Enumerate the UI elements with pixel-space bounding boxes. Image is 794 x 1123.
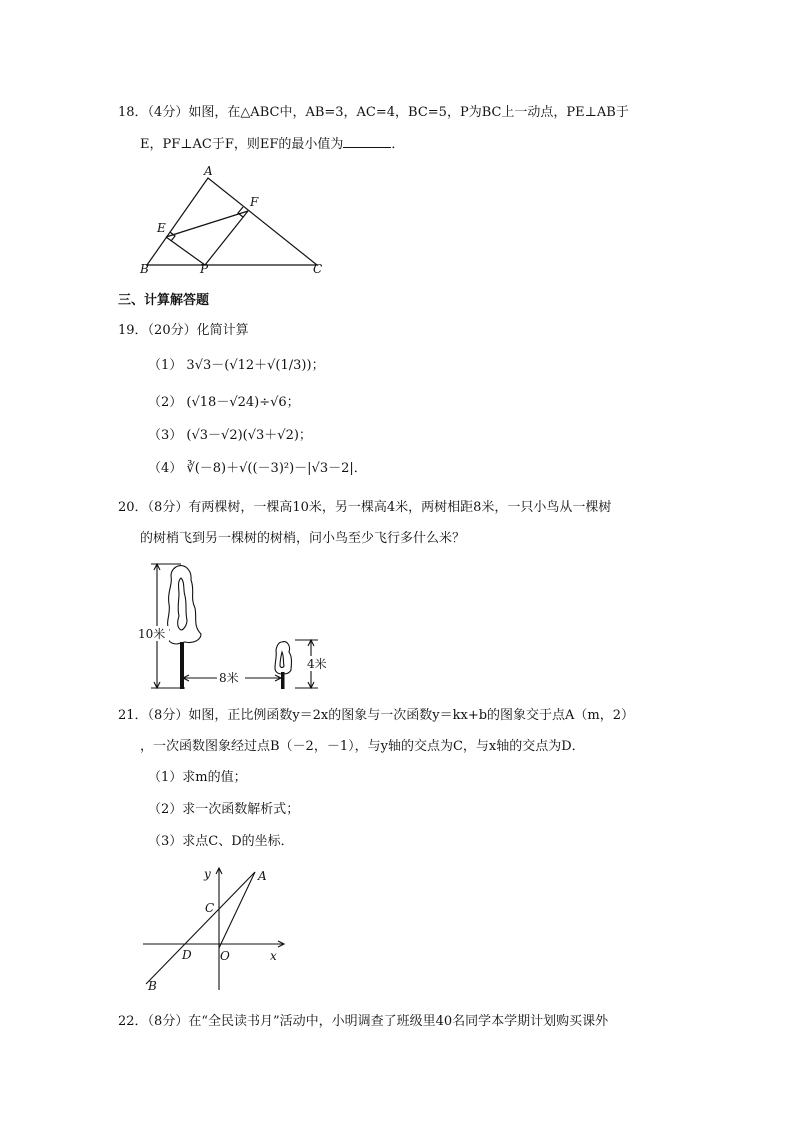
segment-pe (166, 237, 205, 265)
q21-item-3: （3）求点C、D的坐标． (148, 834, 294, 849)
q18-line2-text: E，PF⊥AC于F，则EF的最小值为 (140, 137, 344, 152)
segment-pf (205, 211, 248, 265)
q18-line2 (140, 135, 404, 154)
q19-item-3 (148, 427, 312, 445)
label-x: x (270, 949, 277, 963)
segment-ef (166, 211, 248, 237)
q19-item-3-expr: (√3－√2)(√3＋√2)； (186, 428, 312, 443)
q21-item-2: （2）求一次函数解析式； (148, 802, 300, 817)
q22-line1: 22．（8分）在“全民读书月”活动中，小明调查了班级里40名同学本学期计划购买课外 (118, 1014, 609, 1029)
coordinate-figure (138, 862, 298, 997)
q19-title: 19．（20分）化简计算 (118, 323, 249, 338)
section-heading: 三、计算解答题 (118, 293, 210, 308)
q19-item-4 (148, 460, 367, 478)
q19-item-4-num: （4） (148, 461, 183, 476)
label-tall-height: 10米 (138, 627, 166, 641)
label-c: C (313, 262, 323, 276)
label-a: A (204, 164, 213, 178)
q20-line2: 的树梢飞到另一棵树的树梢，问小鸟至少飞行多什么米？ (140, 531, 466, 546)
answer-blank (343, 135, 391, 148)
trees-figure (135, 560, 335, 695)
triangle-figure (130, 160, 340, 280)
q19-item-4-expr: ∛(－8)＋√((－3)²)－|√3－2|． (186, 461, 367, 476)
q21-item-1: （1）求m的值； (148, 770, 247, 785)
label-b2: B (148, 979, 157, 993)
label-o: O (220, 949, 230, 963)
q18-line2-end: ． (391, 137, 405, 152)
q19-item-2-expr: (√18－√24)÷√6； (186, 395, 300, 410)
q21-line1: 21．（8分）如图，正比例函数y＝2x的图象与一次函数y＝kx+b的图象交于点A（m，2） (118, 708, 635, 723)
q19-item-2 (148, 394, 300, 412)
q19-item-1-expr: 3√3－(√12＋√(1/3))； (186, 358, 325, 373)
label-e: E (157, 221, 166, 235)
q19-item-1 (148, 357, 325, 375)
label-f: F (250, 195, 259, 209)
right-angle-f (238, 207, 243, 217)
label-d: D (182, 948, 192, 962)
q21-line2: ，一次函数图象经过点B（－2，－1），与y轴的交点为C，与x轴的交点为D． (140, 739, 585, 754)
label-c2: C (205, 901, 215, 915)
q20-line1: 20．（8分）有两棵树，一棵高10米，另一棵高4米，两树相距8米，一只小鸟从一棵树 (118, 500, 612, 515)
q18-line1: 18．（4分）如图，在△ABC中，AB=3，AC=4，BC=5，P为BC上一动点，PE⊥AB于 (118, 105, 629, 120)
label-p: P (200, 262, 209, 276)
q19-item-1-num: （1） (148, 358, 183, 373)
q19-item-2-num: （2） (148, 395, 183, 410)
short-tree-trunk (281, 672, 285, 689)
label-distance: 8米 (219, 671, 239, 685)
label-b: B (140, 262, 149, 276)
q19-item-3-num: （3） (148, 428, 183, 443)
right-angle-e (170, 232, 175, 241)
label-short-height: 4米 (307, 657, 327, 671)
line-ab (146, 872, 255, 984)
line-oa (219, 872, 255, 948)
label-a2: A (258, 869, 267, 883)
tall-tree-crown (167, 566, 201, 644)
triangle-abc (147, 178, 317, 265)
label-y: y (204, 867, 211, 881)
tall-tree-trunk (180, 642, 184, 689)
